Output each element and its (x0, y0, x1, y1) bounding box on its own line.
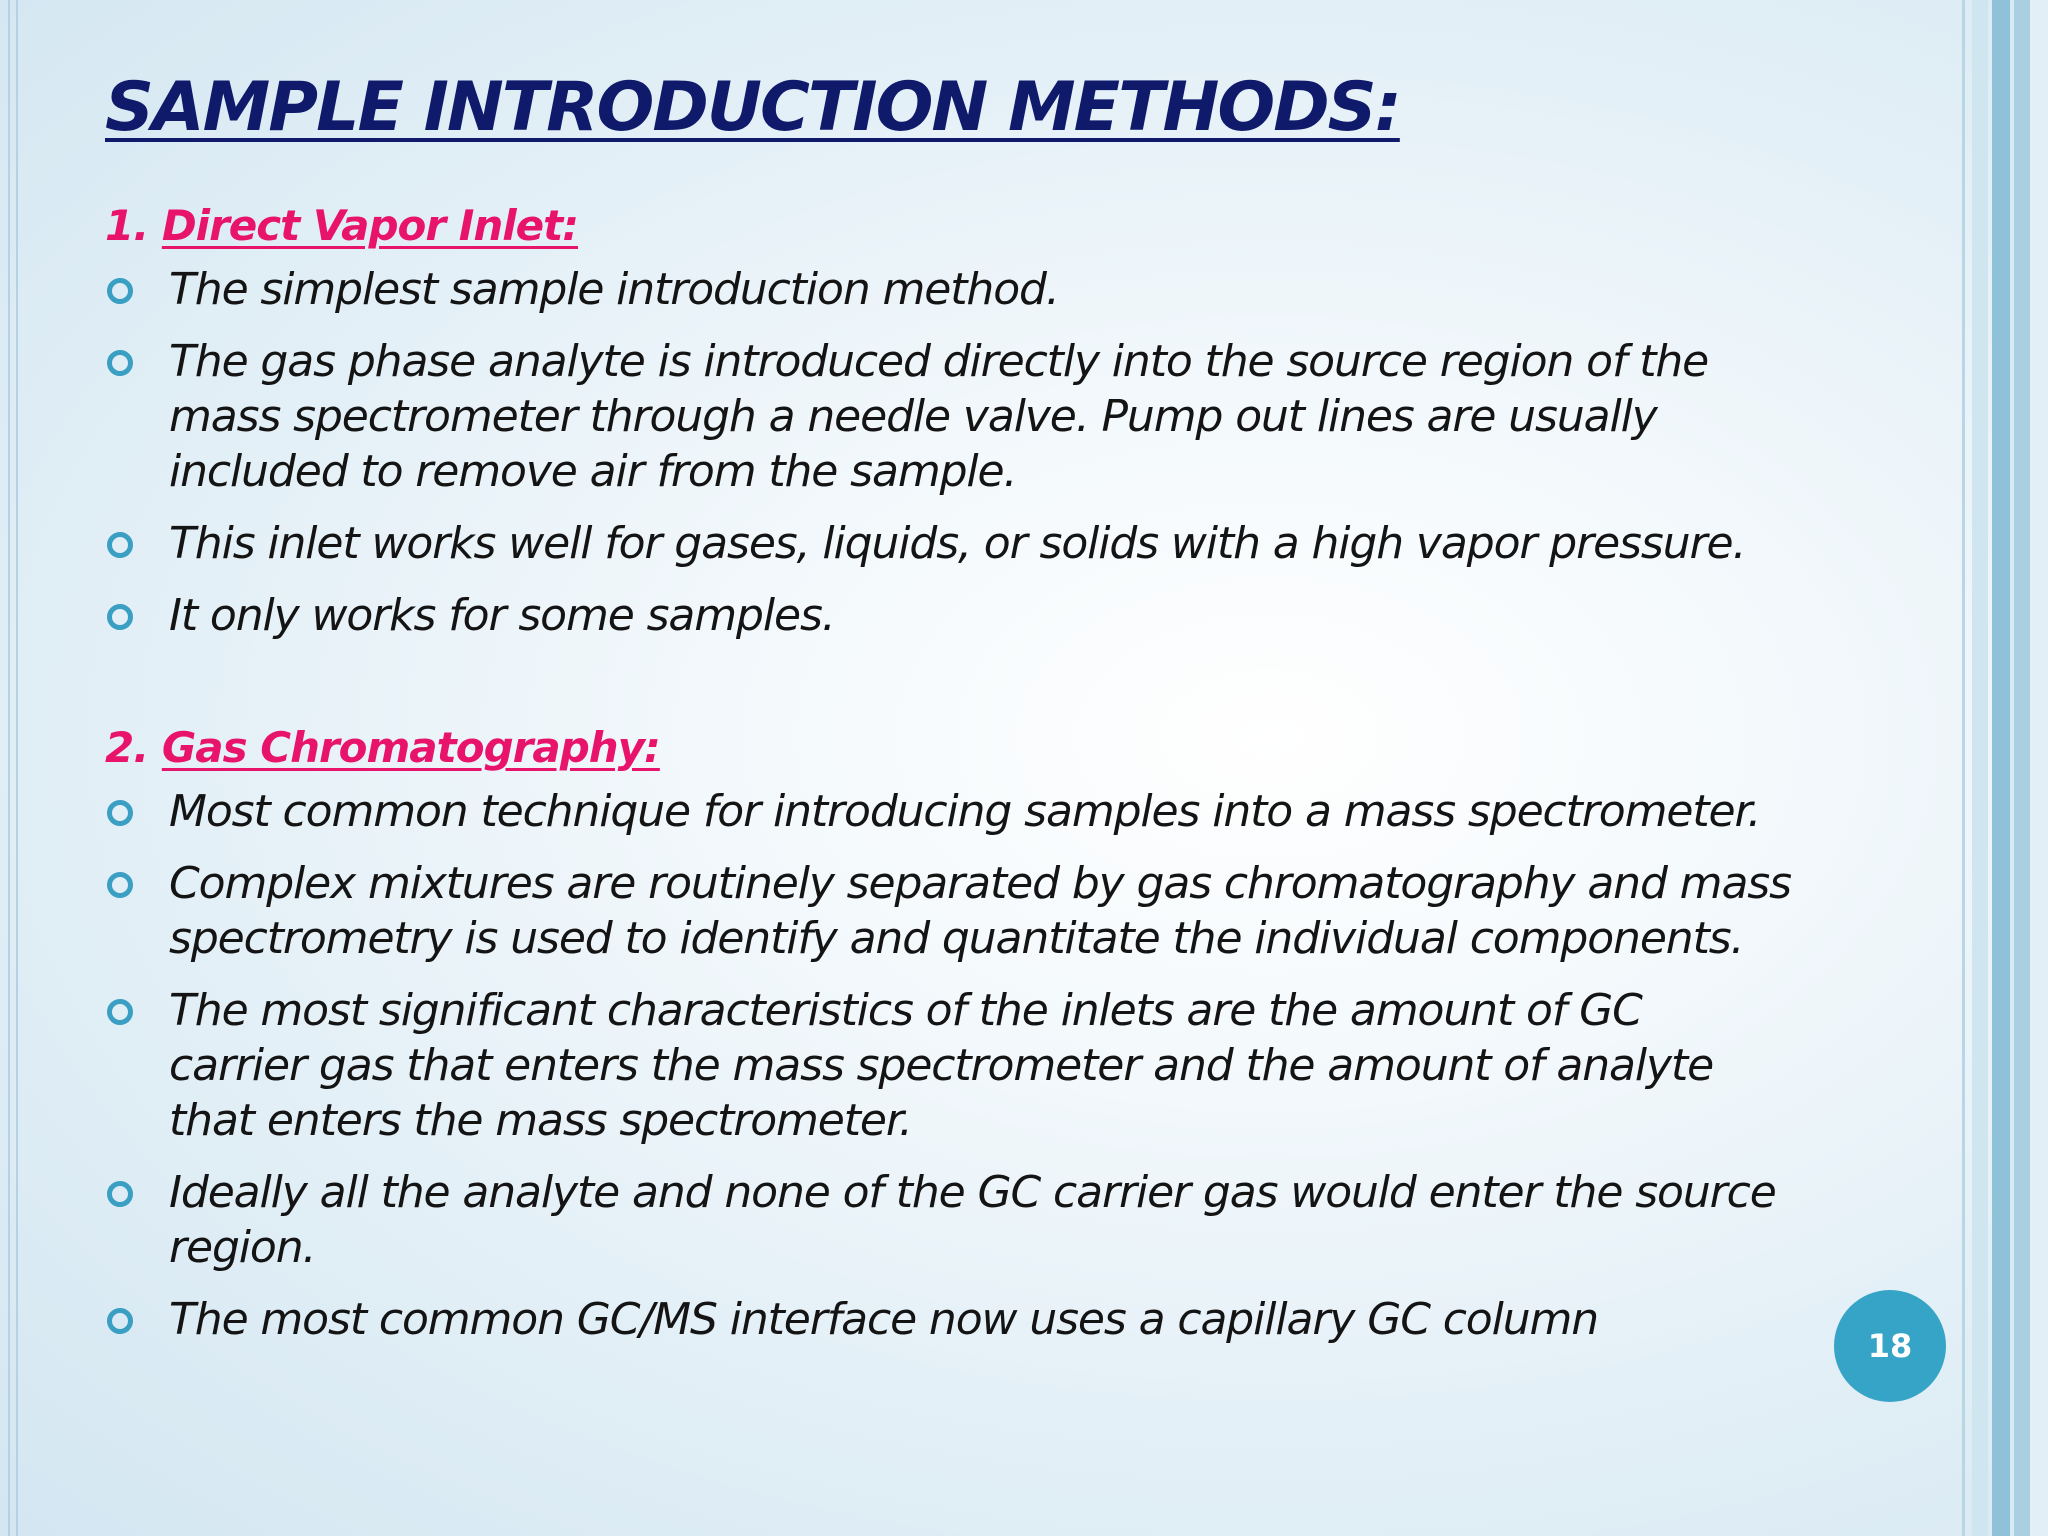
hollow-circle-bullet-icon (107, 872, 133, 898)
bullet-item (105, 1292, 1935, 1347)
bullet-item (105, 784, 1935, 839)
section-number: 2. (105, 723, 149, 772)
left-border-line (16, 0, 18, 1536)
section-title: Direct Vapor Inlet: (161, 201, 578, 250)
bullet-list-direct-vapor-inlet (105, 262, 1935, 643)
slide-title: SAMPLE INTRODUCTION METHODS: (105, 68, 1400, 147)
hollow-circle-bullet-icon (107, 278, 133, 304)
bullet-item (105, 856, 1935, 966)
bullet-text: Complex mixtures are routinely separated by gas chromatography and mass spectrometry is used to identify and quantitate the individual components. (169, 858, 1791, 964)
right-border-stripe (1992, 0, 2010, 1536)
right-border-stripe (1972, 0, 1988, 1536)
bullet-item (105, 983, 1935, 1148)
bullet-list-gas-chromatography (105, 784, 1935, 1347)
bullet-text: Ideally all the analyte and none of the GC carrier gas would enter the source region. (169, 1167, 1776, 1273)
bullet-text: It only works for some samples. (169, 590, 835, 641)
section-heading-gas-chromatography (105, 720, 1935, 776)
bullet-text: The most common GC/MS interface now uses a capillary GC column (169, 1294, 1599, 1345)
right-border-stripe (2030, 0, 2048, 1536)
left-border-line (8, 0, 10, 1536)
bullet-text: The gas phase analyte is introduced directly into the source region of the mass spectrometer through a needle valve. Pump out lines are usually included to remove air from the sample. (169, 336, 1709, 497)
bullet-item (105, 1165, 1935, 1275)
hollow-circle-bullet-icon (107, 1308, 133, 1334)
bullet-item (105, 588, 1935, 643)
bullet-item (105, 262, 1935, 317)
hollow-circle-bullet-icon (107, 604, 133, 630)
bullet-text: Most common technique for introducing samples into a mass spectrometer. (169, 786, 1761, 837)
section-heading-direct-vapor-inlet (105, 198, 1935, 254)
section-spacer (105, 660, 1935, 720)
page-number-badge: 18 (1834, 1290, 1946, 1402)
slide-content (105, 198, 1935, 1364)
right-border-stripe (1962, 0, 1965, 1536)
hollow-circle-bullet-icon (107, 1181, 133, 1207)
bullet-text: The simplest sample introduction method. (169, 264, 1059, 315)
bullet-item (105, 516, 1935, 571)
bullet-item (105, 334, 1935, 499)
hollow-circle-bullet-icon (107, 350, 133, 376)
hollow-circle-bullet-icon (107, 999, 133, 1025)
bullet-text: This inlet works well for gases, liquids, or solids with a high vapor pressure. (169, 518, 1746, 569)
bullet-text: The most significant characteristics of the inlets are the amount of GC carrier gas that enters the mass spectrometer and the amount of analyte that enters the mass spectrometer. (169, 985, 1714, 1146)
hollow-circle-bullet-icon (107, 800, 133, 826)
right-border-stripe (2014, 0, 2030, 1536)
section-number: 1. (105, 201, 149, 250)
section-title: Gas Chromatography: (161, 723, 660, 772)
hollow-circle-bullet-icon (107, 532, 133, 558)
